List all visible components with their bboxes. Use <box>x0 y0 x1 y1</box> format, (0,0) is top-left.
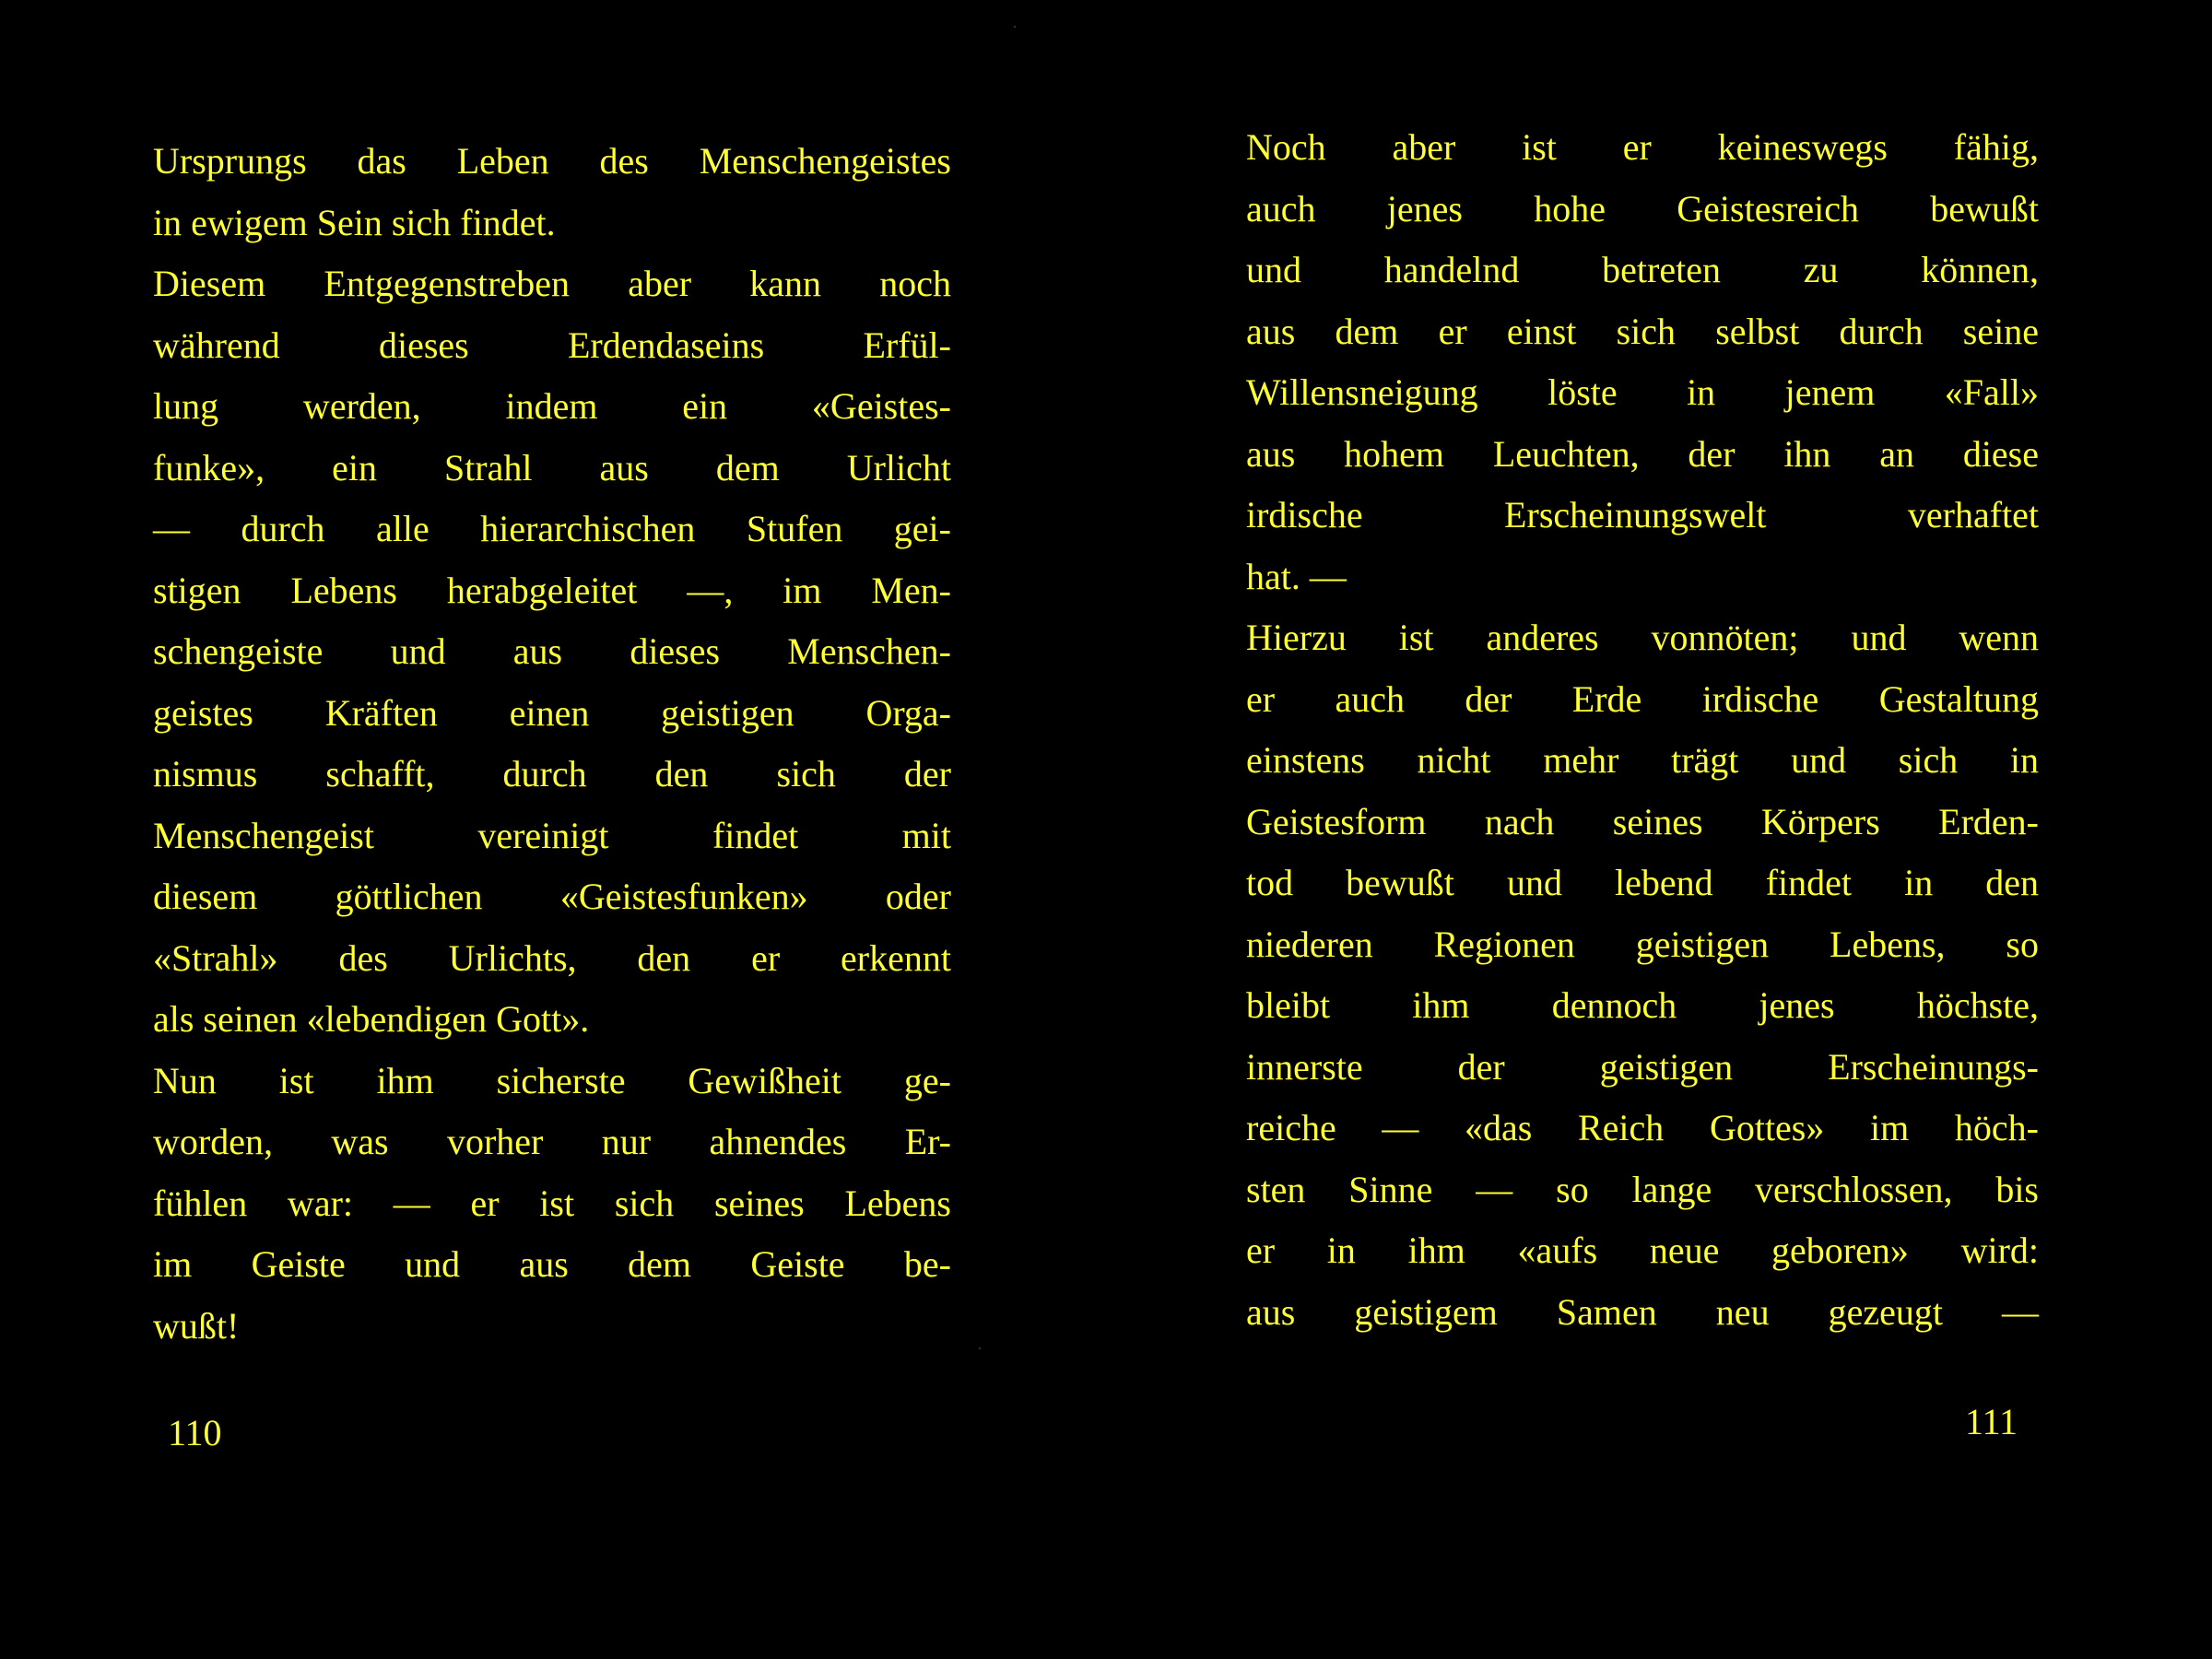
left-page <box>0 0 1088 1659</box>
text-line: aus hohem Leuchten, der ihn an diese <box>1246 432 2039 475</box>
text-line: stigen Lebens herabgeleitet —, im Men- <box>153 569 951 611</box>
text-line: bleibt ihm dennoch jenes höchste, <box>1246 984 2039 1026</box>
text-line: diesem göttlichen «Geistesfunken» oder <box>153 876 951 917</box>
text-line: worden, was vorher nur ahnendes Er- <box>153 1121 951 1162</box>
text-line: — durch alle hierarchischen Stufen gei- <box>153 508 951 549</box>
text-line: er auch der Erde irdische Gestaltung <box>1246 677 2039 720</box>
text-line: reiche — «das Reich Gottes» im höch- <box>1246 1107 2039 1148</box>
page-number: 111 <box>1965 1401 2018 1442</box>
text-line: «Strahl» des Urlichts, den er erkennt <box>153 936 951 979</box>
text-line: tod bewußt und lebend findet in den <box>1246 862 2039 903</box>
page-number: 110 <box>168 1412 222 1453</box>
text-line: während dieses Erdendaseins Erfül- <box>153 324 951 366</box>
text-line: Menschengeist vereinigt findet mit <box>153 814 951 856</box>
text-line: in ewigem Sein sich findet. <box>153 201 556 243</box>
text-line: geistes Kräften einen geistigen Orga- <box>153 691 951 734</box>
gutter-speck <box>1014 26 1016 28</box>
text-line: als seinen «lebendigen Gott». <box>153 998 590 1040</box>
text-line: Noch aber ist er keineswegs fähig, <box>1246 126 2039 168</box>
text-line: niederen Regionen geistigen Lebens, so <box>1246 923 2039 965</box>
text-line: Diesem Entgegenstreben aber kann noch <box>153 263 951 304</box>
text-line: er in ihm «aufs neue geboren» wird: <box>1246 1230 2039 1271</box>
text-line: fühlen war: — er ist sich seines Lebens <box>153 1182 951 1224</box>
text-line: funke», ein Strahl aus dem Urlicht <box>153 446 951 488</box>
text-line: auch jenes hohe Geistesreich bewußt <box>1246 187 2039 229</box>
gutter-speck <box>979 1347 981 1349</box>
text-line: nismus schafft, durch den sich der <box>153 753 951 794</box>
text-line: aus geistigem Samen neu gezeugt — <box>1246 1290 2039 1333</box>
text-line: Hierzu ist anderes vonnöten; und wenn <box>1246 617 2039 658</box>
text-line: sten Sinne — so lange verschlossen, bis <box>1246 1168 2039 1210</box>
text-line: Geistesform nach seines Körpers Erden- <box>1246 800 2039 842</box>
text-line: Nun ist ihm sicherste Gewißheit ge- <box>153 1059 951 1101</box>
text-line: lung werden, indem ein «Geistes- <box>153 385 951 427</box>
text-line: und handelnd betreten zu können, <box>1246 249 2039 290</box>
left-page-text <box>153 131 951 1357</box>
text-line: Willensneigung löste in jenem «Fall» <box>1246 371 2039 413</box>
right-page-text <box>1246 117 2039 1343</box>
text-line: aus dem er einst sich selbst durch seine <box>1246 310 2039 352</box>
text-line: schengeiste und aus dieses Menschen- <box>153 630 951 672</box>
right-page <box>1152 0 2212 1659</box>
text-line: hat. — <box>1246 555 1347 597</box>
text-line: irdische Erscheinungswelt verhaftet <box>1246 494 2039 535</box>
text-line: im Geiste und aus dem Geiste be- <box>153 1243 951 1285</box>
text-line: wußt! <box>153 1304 240 1347</box>
text-line: innerste der geistigen Erscheinungs- <box>1246 1045 2039 1088</box>
text-line: Ursprungs das Leben des Menschengeistes <box>153 140 951 182</box>
text-line: einstens nicht mehr trägt und sich in <box>1246 739 2039 781</box>
